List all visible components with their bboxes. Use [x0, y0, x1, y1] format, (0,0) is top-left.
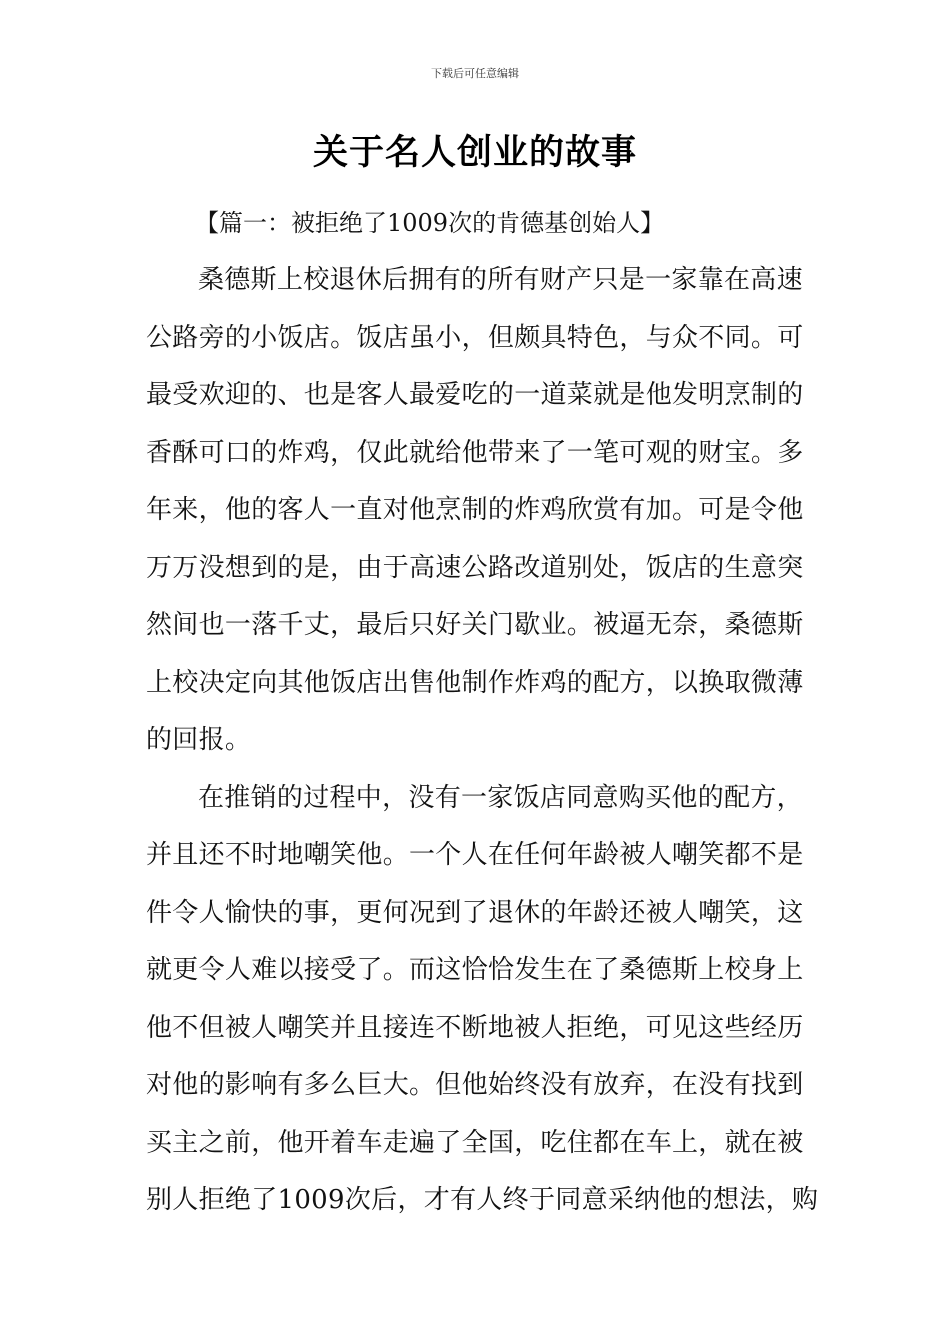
text-line: 最受欢迎的、也是客人最爱吃的一道菜就是他发明烹制的 [146, 380, 804, 410]
text-line: 别人拒绝了1009次后，才有人终于同意采纳他的想法，购 [146, 1185, 819, 1215]
text-line: 的回报。 [146, 725, 252, 755]
text-line: 上校决定向其他饭店出售他制作炸鸡的配方，以换取微薄 [146, 667, 804, 698]
text-line: 买主之前，他开着车走遍了全国，吃住都在车上，就在被 [146, 1127, 804, 1158]
text-line: 对他的影响有多么巨大。但他始终没有放弃，在没有找到 [146, 1070, 804, 1100]
text-line: 在推销的过程中，没有一家饭店同意购买他的配方， [198, 782, 803, 813]
text-line: 他不但被人嘲笑并且接连不断地被人拒绝，可见这些经历 [146, 1012, 804, 1043]
text-line: 件令人愉快的事，更何况到了退休的年龄还被人嘲笑，这 [146, 897, 804, 928]
text-line: 然间也一落千丈，最后只好关门歇业。被逼无奈，桑德斯 [146, 610, 804, 640]
text-line: 香酥可口的炸鸡，仅此就给他带来了一笔可观的财宝。多 [146, 437, 804, 468]
text-line: 桑德斯上校退休后拥有的所有财产只是一家靠在高速 [198, 265, 803, 295]
document-title: 关于名人创业的故事 [312, 133, 637, 173]
text-line: 年来，他的客人一直对他烹制的炸鸡欣赏有加。可是令他 [146, 495, 804, 525]
body-text [146, 260, 826, 1238]
text-line: 就更令人难以接受了。而这恰恰发生在了桑德斯上校身上 [146, 955, 804, 985]
paragraph-2 [146, 778, 826, 1238]
section-heading: 【篇一：被拒绝了1009次的肯德基创始人】 [195, 209, 665, 237]
text-line: 公路旁的小饭店。饭店虽小，但颇具特色，与众不同。可 [146, 322, 804, 353]
text-line: 万万没想到的是，由于高速公路改道别处，饭店的生意突 [146, 552, 804, 583]
paragraph-1 [146, 260, 826, 778]
header-note: 下载后可任意编辑 [431, 67, 519, 80]
text-line: 并且还不时地嘲笑他。一个人在任何年龄被人嘲笑都不是 [146, 840, 804, 870]
